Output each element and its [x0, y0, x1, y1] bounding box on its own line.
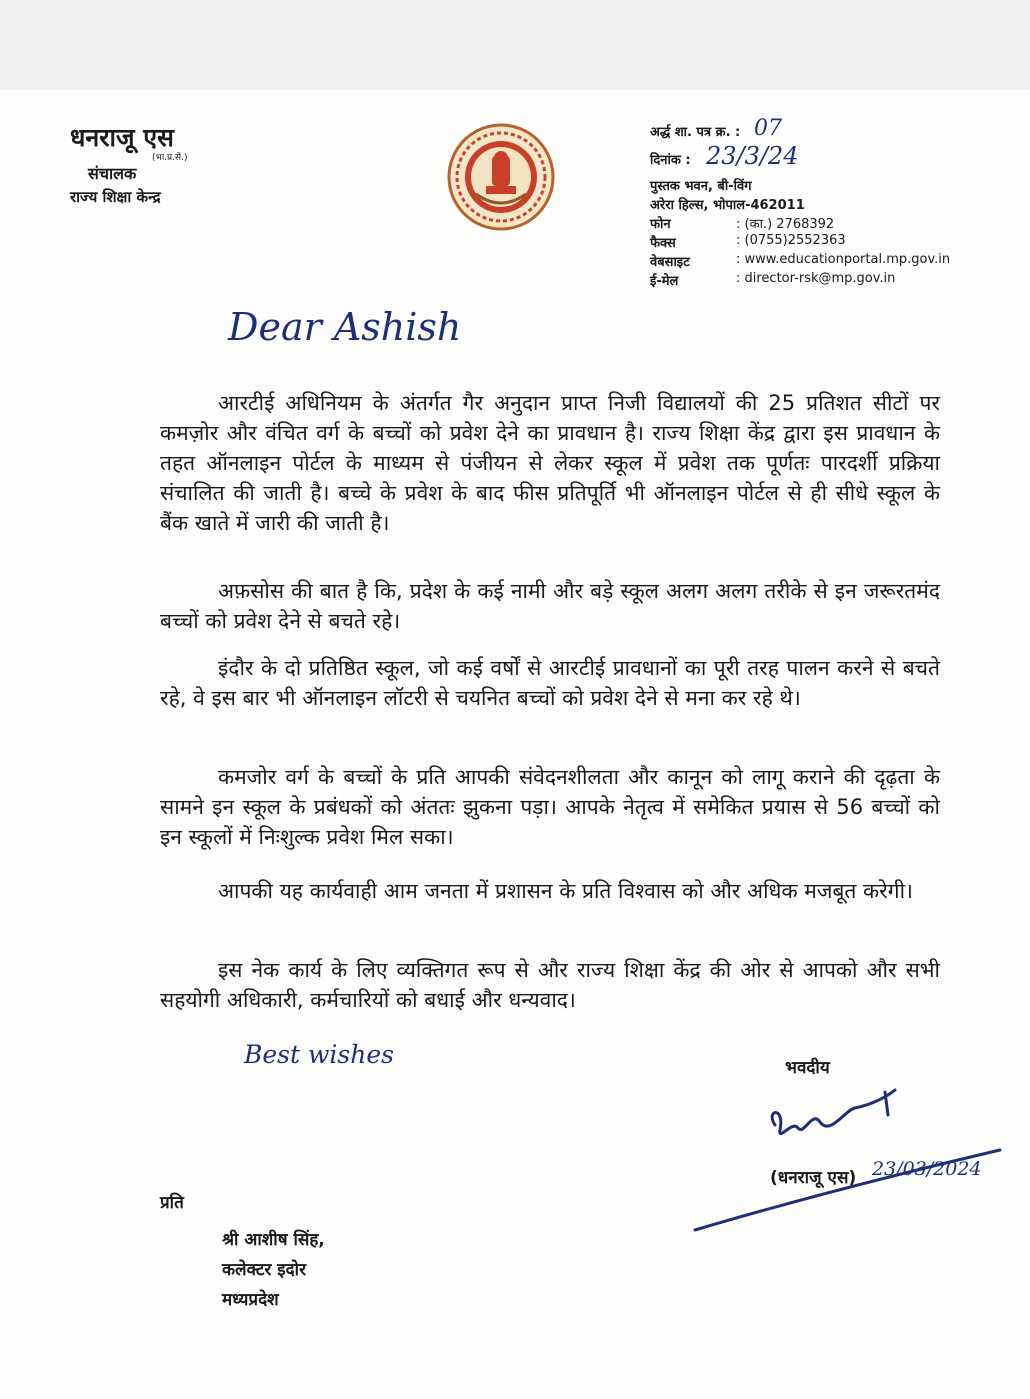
sender-designation: संचालक [88, 164, 137, 183]
mp-state-emblem-icon [446, 122, 556, 232]
address-line-2: अरेरा हिल्स, भोपाल-462011 [650, 198, 805, 213]
body-paragraph-3: इंदौर के दो प्रतिष्ठित स्कूल, जो कई वर्षों से आरटीई प्रावधानों का पूरी तरह पालन करने से बचते रहे, वे इस बार भी ऑनलाइन लॉटरी से चयनित बच्चों को प्रवेश देने से मना कर रहे थे। [160, 656, 940, 710]
body-paragraph-6: इस नेक कार्य के लिए व्यक्तिगत रूप से और राज्य शिक्षा केंद्र की ओर से आपको और सभी सहयोगी अधिकारी, कर्मचारियों को बधाई और धन्यवाद। [160, 958, 940, 1012]
fax-value: : (0755)2552363 [736, 233, 846, 248]
best-wishes: Best wishes [244, 1040, 394, 1069]
body-paragraph-2: अफ़सोस की बात है कि, प्रदेश के कई नामी और बड़े स्कूल अलग अलग तरीके से इन जरूरतमंद बच्चों को प्रवेश देने से बचते रहे। [160, 579, 940, 633]
recipient-line-1: श्री आशीष सिंह, [222, 1230, 325, 1250]
website-label: वेबसाइट [650, 255, 690, 270]
fax-label: फैक्स [650, 236, 676, 251]
website-value: : www.educationportal.mp.gov.in [736, 252, 951, 267]
sender-name: धनराजू एस [70, 123, 174, 152]
body-paragraph-5: आपकी यह कार्यवाही आम जनता में प्रशासन के प्रति विश्वास को और अधिक मजबूत करेगी। [218, 879, 913, 903]
letter-number-value: 07 [754, 116, 782, 141]
sender-organization: राज्य शिक्षा केन्द्र [70, 188, 161, 206]
signature-date: 23/03/2024 [872, 1158, 982, 1180]
recipient-line-2: कलेक्टर इदोर [222, 1260, 307, 1280]
letter-page [0, 90, 1030, 1399]
email-value: : director-rsk@mp.gov.in [736, 271, 896, 286]
email-label: ई-मेल [650, 274, 679, 289]
top-margin-band [0, 0, 1030, 90]
phone-value: : (का.) 2768392 [736, 217, 835, 232]
address-line-1: पुस्तक भवन, बी-विंग [650, 179, 752, 194]
date-label: दिनांक : [650, 153, 691, 168]
body-paragraph-4: कमजोर वर्ग के बच्चों के प्रति आपकी संवेदनशीलता और कानून को लागू कराने की दृढ़ता के सामने इन स्कूल के प्रबंधकों को अंततः झुकना पड़ा। आपके नेतृत्व में समेकित प्रयास से 56 बच्चों को इन स्कूलों में निःशुल्क प्रवेश मिल सका। [160, 765, 940, 849]
closing-text: भवदीय [785, 1058, 830, 1078]
recipient-label: प्रति [160, 1193, 184, 1213]
phone-label: फोन [650, 217, 671, 232]
salutation: Dear Ashish [228, 305, 462, 349]
recipient-line-3: मध्यप्रदेश [222, 1290, 279, 1310]
signatory-name: (धनराजू एस) [770, 1168, 857, 1188]
date-value: 23/3/24 [706, 142, 799, 170]
body-paragraph-1: आरटीई अधिनियम के अंतर्गत गैर अनुदान प्राप्त निजी विद्यालयों की 25 प्रतिशत सीटों पर कमज़ोर और वंचित वर्ग के बच्चों को प्रवेश देने का प्रावधान है। राज्य शिक्षा केंद्र द्वारा इस प्रावधान के तहत ऑनलाइन पोर्टल के माध्यम से पंजीयन से लेकर स्कूल में प्रवेश तक पूर्णतः पारदर्शी प्रक्रिया संचालित की जाती है। बच्चे के प्रवेश के बाद फीस प्रतिपूर्ति भी ऑनलाइन पोर्टल से ही सीधे स्कूल के बैंक खाते में जारी की जाती है। [160, 391, 940, 535]
sender-service-note: (भा.प्र.से.) [152, 153, 188, 163]
letter-number-label: अर्द्ध शा. पत्र क्र. : [650, 125, 741, 140]
